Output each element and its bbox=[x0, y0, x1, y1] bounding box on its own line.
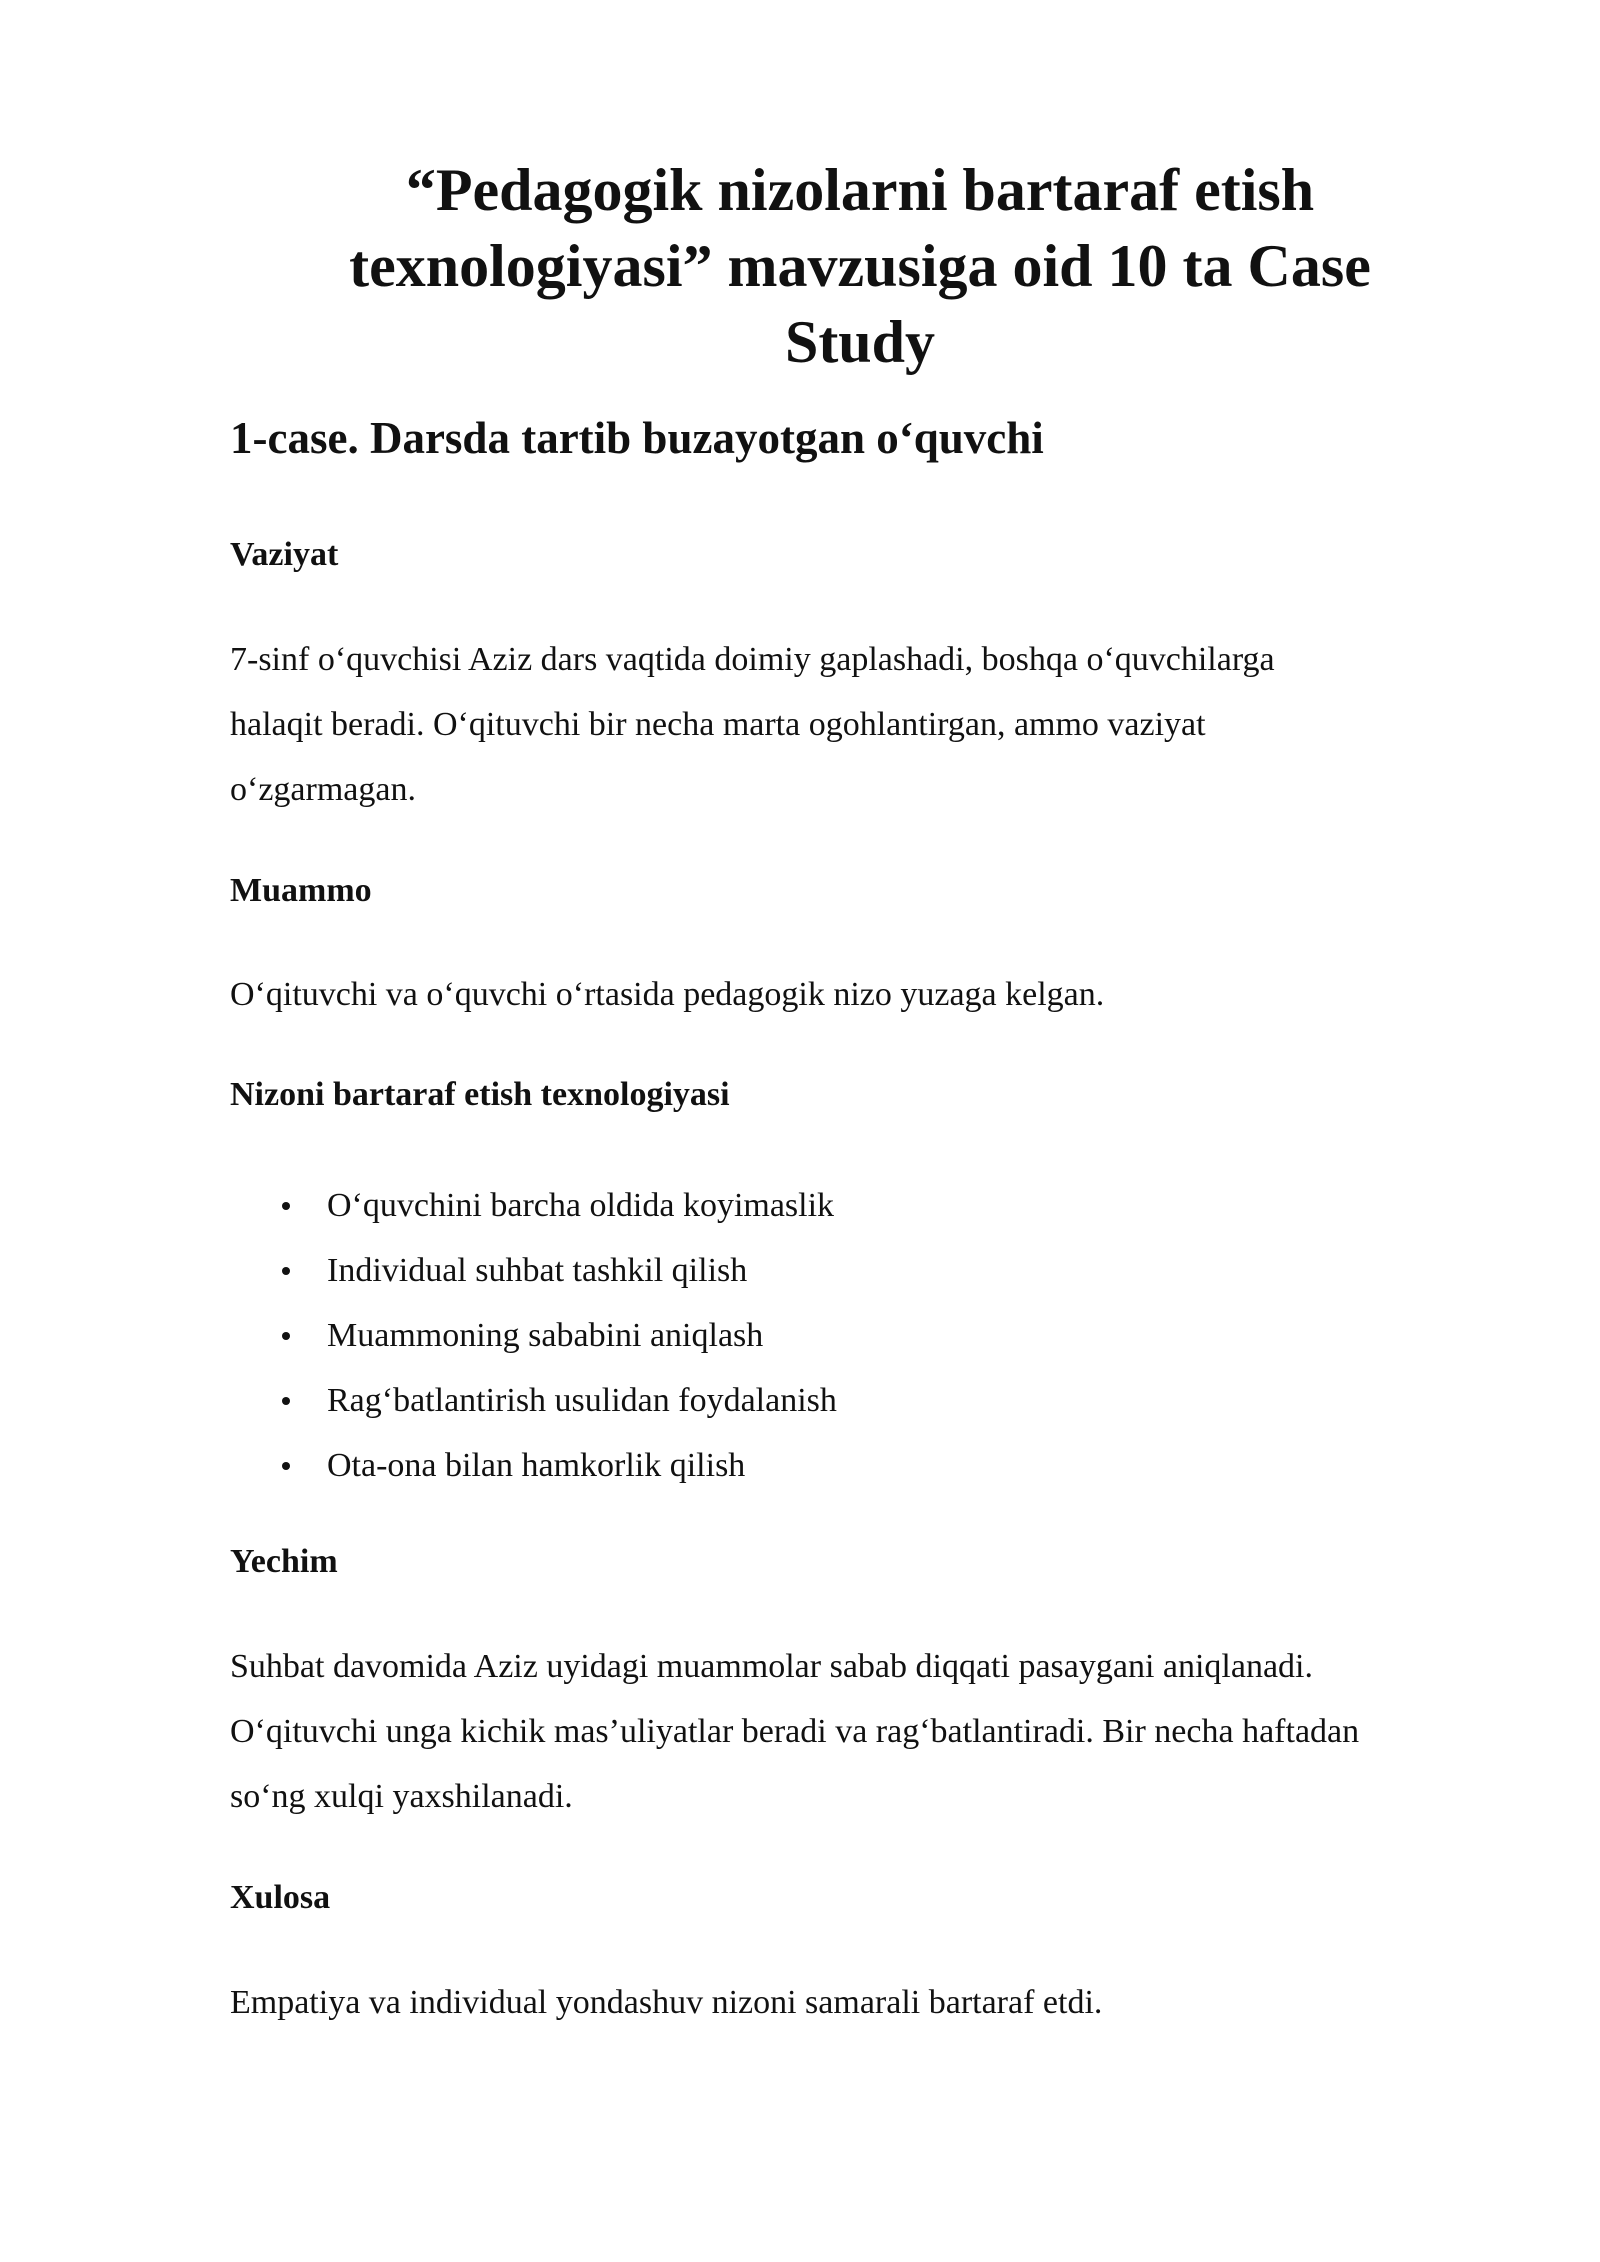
document-title bbox=[270, 152, 1450, 380]
section-heading-vaziyat: Vaziyat bbox=[230, 536, 339, 573]
list-item-text: Rag‘batlantirish usulidan foydalanish bbox=[327, 1382, 837, 1419]
paragraph-line: O‘qituvchi unga kichik mas’uliyatlar beradi va rag‘batlantiradi. Bir necha haftadan bbox=[230, 1713, 1360, 1750]
paragraph-line: Empatiya va individual yondashuv nizoni samarali bartaraf etdi. bbox=[230, 1984, 1103, 2021]
section-heading-yechim: Yechim bbox=[230, 1543, 338, 1580]
list-item bbox=[230, 1368, 837, 1433]
list-item-text: O‘quvchini barcha oldida koyimaslik bbox=[327, 1187, 835, 1224]
xulosa-paragraph bbox=[230, 1970, 1530, 2035]
muammo-paragraph bbox=[230, 962, 1530, 1027]
paragraph-line: so‘ng xulqi yaxshilanadi. bbox=[230, 1778, 573, 1815]
list-item-text: Ota-ona bilan hamkorlik qilish bbox=[327, 1447, 746, 1484]
paragraph-line: 7-sinf o‘quvchisi Aziz dars vaqtida doimiy gaplashadi, boshqa o‘quvchilarga bbox=[230, 641, 1275, 678]
bullet-icon bbox=[282, 1397, 290, 1405]
bullet-icon bbox=[282, 1202, 290, 1210]
title-line: texnologiyasi” mavzusiga oid 10 ta Case bbox=[349, 233, 1371, 299]
list-item bbox=[230, 1303, 837, 1368]
bullet-icon bbox=[282, 1462, 290, 1470]
title-line: “Pedagogik nizolarni bartaraf etish bbox=[405, 157, 1315, 223]
title-line: Study bbox=[784, 309, 936, 375]
vaziyat-paragraph bbox=[230, 627, 1530, 822]
list-item bbox=[230, 1173, 837, 1238]
list-item-text: Individual suhbat tashkil qilish bbox=[327, 1252, 748, 1289]
paragraph-line: O‘qituvchi va o‘quvchi o‘rtasida pedagogik nizo yuzaga kelgan. bbox=[230, 976, 1105, 1013]
technology-list bbox=[230, 1173, 837, 1498]
paragraph-line: halaqit beradi. O‘qituvchi bir necha marta ogohlantirgan, ammo vaziyat bbox=[230, 706, 1206, 743]
section-heading-muammo: Muammo bbox=[230, 872, 372, 909]
bullet-icon bbox=[282, 1267, 290, 1275]
section-heading-texnologiya: Nizoni bartaraf etish texnologiyasi bbox=[230, 1076, 730, 1113]
list-item bbox=[230, 1238, 837, 1303]
list-item-text: Muammoning sababini aniqlash bbox=[327, 1317, 764, 1354]
paragraph-line: Suhbat davomida Aziz uyidagi muammolar sabab diqqati pasaygani aniqlanadi. bbox=[230, 1648, 1314, 1685]
bullet-icon bbox=[282, 1332, 290, 1340]
paragraph-line: o‘zgarmagan. bbox=[230, 771, 416, 808]
yechim-paragraph bbox=[230, 1634, 1530, 1829]
case-heading: 1-case. Darsda tartib buzayotgan o‘quvchi bbox=[230, 413, 1044, 463]
list-item bbox=[230, 1433, 837, 1498]
section-heading-xulosa: Xulosa bbox=[230, 1879, 331, 1916]
